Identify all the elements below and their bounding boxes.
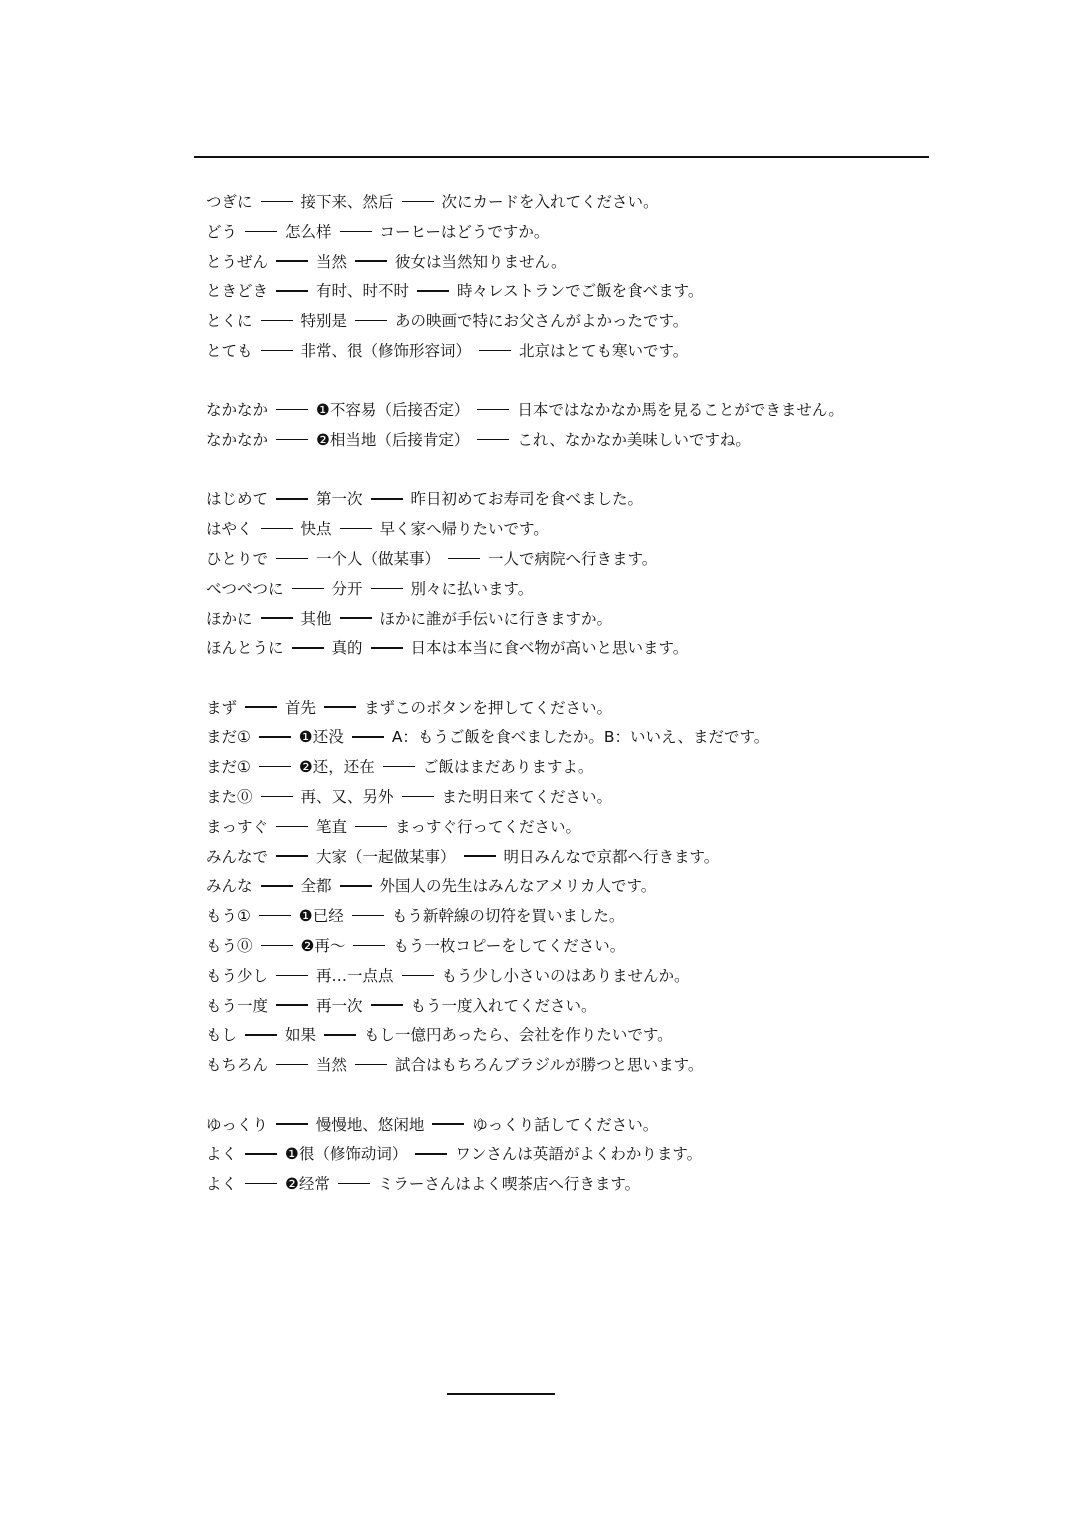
dash-separator — [276, 1064, 308, 1065]
vocabulary-entry — [206, 277, 926, 307]
dash-separator — [371, 647, 403, 648]
entry-meaning: 首先 — [285, 698, 317, 717]
dash-separator — [340, 617, 372, 618]
dash-separator — [259, 766, 291, 767]
vocabulary-entry — [206, 843, 926, 873]
entry-example: あの映画で特にお父さんがよかったです。 — [395, 312, 689, 331]
entry-meaning: 笔直 — [316, 817, 348, 836]
dash-separator — [432, 1123, 464, 1124]
dash-separator — [261, 320, 293, 321]
dash-separator — [402, 796, 434, 797]
vocabulary-group — [206, 396, 926, 456]
entry-example: また明日来てください。 — [441, 788, 613, 807]
vocabulary-group — [206, 1111, 926, 1200]
dash-separator — [276, 290, 308, 291]
dash-separator — [355, 320, 387, 321]
entry-meaning: 大家（一起做某事） — [316, 847, 456, 866]
entry-word: ひとりで — [206, 549, 269, 568]
dash-separator — [324, 706, 356, 707]
entry-meaning: ❷还，还在 — [298, 758, 375, 777]
dash-separator — [402, 975, 434, 976]
dash-separator — [259, 915, 291, 916]
dash-separator — [276, 855, 308, 856]
dash-separator — [477, 439, 509, 440]
dash-separator — [479, 350, 511, 351]
vocabulary-entry — [206, 753, 926, 783]
entry-example: 早く家へ帰りたいです。 — [379, 520, 549, 539]
entry-example: もう新幹線の切符を買いました。 — [391, 907, 625, 926]
dash-separator — [371, 498, 403, 499]
entry-meaning: 全都 — [300, 877, 332, 896]
entry-meaning: ❷再～ — [300, 937, 346, 956]
dash-separator — [355, 826, 387, 827]
entry-word: ときどき — [206, 282, 269, 301]
vocabulary-entry — [206, 1170, 926, 1200]
footer-rule — [447, 1393, 555, 1395]
vocabulary-entry — [206, 248, 926, 278]
entry-word: よく — [206, 1145, 238, 1164]
dash-separator — [353, 945, 385, 946]
entry-word: ほかに — [206, 609, 253, 628]
vocabulary-entry — [206, 992, 926, 1022]
dash-separator — [371, 1004, 403, 1005]
entry-example: A：もうご飯を食べましたか。B：いいえ、まだです。 — [391, 728, 770, 747]
entry-word: べつべつに — [206, 579, 284, 598]
entry-example: まっすぐ行ってください。 — [395, 817, 582, 836]
dash-separator — [245, 1153, 277, 1154]
entry-example: ミラーさんはよく喫茶店へ行きます。 — [377, 1175, 641, 1194]
dash-separator — [340, 231, 372, 232]
dash-separator — [292, 588, 324, 589]
dash-separator — [261, 617, 293, 618]
dash-separator — [355, 1064, 387, 1065]
vocabulary-entry — [206, 813, 926, 843]
dash-separator — [261, 350, 293, 351]
vocabulary-group — [206, 485, 926, 664]
vocabulary-entry — [206, 872, 926, 902]
entry-example: 試合はもちろんブラジルが勝つと思います。 — [395, 1056, 704, 1075]
dash-separator — [276, 975, 308, 976]
entry-example: 日本は本当に食べ物が高いと思います。 — [410, 639, 689, 658]
dash-separator — [276, 260, 308, 261]
vocabulary-entry — [206, 426, 926, 456]
entry-example: 別々に払います。 — [410, 579, 534, 598]
dash-separator — [261, 796, 293, 797]
entry-word: みんな — [206, 877, 253, 896]
dash-separator — [340, 885, 372, 886]
dash-separator — [261, 945, 293, 946]
entry-example: 次にカードを入れてください。 — [441, 193, 659, 211]
vocabulary-group — [206, 694, 926, 1081]
entry-meaning: 非常、很（修饰形容词） — [300, 341, 472, 360]
entry-example: もう一枚コピーをしてください。 — [393, 937, 626, 956]
dash-separator — [276, 1004, 308, 1005]
dash-separator — [292, 647, 324, 648]
vocabulary-entry — [206, 218, 926, 248]
dash-separator — [352, 736, 384, 737]
dash-separator — [477, 409, 509, 410]
entry-word: もう少し — [206, 966, 269, 985]
vocabulary-group — [206, 188, 926, 367]
entry-meaning: ❶不容易（后接否定） — [316, 401, 470, 420]
entry-word: まっすぐ — [206, 817, 269, 836]
entry-word: なかなか — [206, 401, 269, 420]
vocabulary-entry — [206, 605, 926, 635]
entry-meaning: 分开 — [331, 579, 363, 598]
entry-word: なかなか — [206, 431, 269, 450]
dash-separator — [340, 528, 372, 529]
entry-example: これ、なかなか美味しいですね。 — [517, 431, 751, 450]
entry-example: 昨日初めてお寿司を食べました。 — [410, 490, 644, 509]
dash-separator — [324, 1034, 356, 1035]
dash-separator — [276, 409, 308, 410]
vocabulary-entry — [206, 634, 926, 664]
entry-example: 日本ではなかなか馬を見ることができません。 — [517, 401, 844, 420]
entry-meaning: 真的 — [331, 639, 363, 658]
vocabulary-entry — [206, 1051, 926, 1081]
entry-example: ワンさんは英語がよくわかります。 — [455, 1145, 703, 1164]
entry-word: もし — [206, 1026, 238, 1045]
entry-meaning: ❶已经 — [298, 907, 344, 926]
dash-separator — [276, 826, 308, 827]
entry-example: もし一億円あったら、会社を作りたいです。 — [364, 1026, 673, 1045]
entry-example: コーヒーはどうですか。 — [379, 222, 550, 241]
entry-meaning: ❷经常 — [285, 1175, 330, 1194]
entry-word: まだ① — [206, 728, 251, 747]
vocabulary-entry — [206, 962, 926, 992]
entry-example: 時々レストランでご飯を食べます。 — [457, 282, 704, 301]
vocabulary-entry — [206, 545, 926, 575]
vocabulary-entry — [206, 1111, 926, 1141]
vocabulary-entry — [206, 188, 926, 218]
vocabulary-entry — [206, 485, 926, 515]
dash-separator — [245, 1183, 277, 1184]
entry-example: 北京はとても寒いです。 — [519, 341, 689, 360]
vocabulary-entry — [206, 515, 926, 545]
entry-meaning: 当然 — [316, 252, 348, 271]
entry-meaning: 有时、时不时 — [316, 282, 410, 301]
dash-separator — [245, 231, 277, 232]
entry-meaning: 接下来、然后 — [300, 193, 394, 211]
dash-separator — [352, 915, 384, 916]
entry-word: もう一度 — [206, 996, 269, 1015]
dash-separator — [261, 528, 293, 529]
vocabulary-entry — [206, 307, 926, 337]
top-rule — [194, 156, 929, 158]
dash-separator — [276, 439, 308, 440]
entry-word: まだ① — [206, 758, 251, 777]
dash-separator — [276, 558, 308, 559]
entry-word: とうぜん — [206, 252, 269, 271]
dash-separator — [261, 885, 293, 886]
entry-word: まず — [206, 698, 238, 717]
entry-meaning: 当然 — [316, 1056, 348, 1075]
entry-example: 一人で病院へ行きます。 — [488, 549, 658, 568]
dash-separator — [371, 588, 403, 589]
dash-separator — [338, 1183, 370, 1184]
dash-separator — [355, 260, 387, 261]
vocabulary-entry — [206, 932, 926, 962]
entry-word: もう① — [206, 907, 251, 926]
entry-word: はじめて — [206, 490, 269, 509]
vocabulary-entry — [206, 783, 926, 813]
entry-example: 明日みんなで京都へ行きます。 — [503, 847, 720, 866]
entry-meaning: 再…一点点 — [316, 966, 394, 985]
entry-word: また⓪ — [206, 788, 253, 807]
entry-word: どう — [206, 222, 238, 241]
vocabulary-list — [206, 188, 926, 1200]
entry-word: とくに — [206, 312, 253, 331]
dash-separator — [448, 558, 480, 559]
dash-separator — [402, 201, 434, 202]
entry-example: ほかに誰が手伝いに行きますか。 — [379, 609, 613, 628]
dash-separator — [276, 498, 308, 499]
entry-word: みんなで — [206, 847, 269, 866]
entry-word: とても — [206, 341, 253, 360]
entry-example: ご飯はまだありますよ。 — [422, 758, 594, 777]
vocabulary-entry — [206, 396, 926, 426]
entry-example: もう少し小さいのはありませんか。 — [441, 966, 690, 985]
entry-word: はやく — [206, 520, 253, 539]
vocabulary-entry — [206, 694, 926, 724]
entry-example: もう一度入れてください。 — [410, 996, 597, 1015]
vocabulary-entry — [206, 1021, 926, 1051]
entry-word: よく — [206, 1175, 238, 1194]
entry-meaning: ❷相当地（后接肯定） — [316, 431, 470, 450]
dash-separator — [245, 706, 277, 707]
dash-separator — [276, 1123, 308, 1124]
entry-example: 彼女は当然知りません。 — [395, 252, 567, 271]
dash-separator — [415, 1153, 447, 1154]
entry-meaning: 怎么样 — [285, 222, 332, 241]
dash-separator — [261, 201, 293, 202]
entry-meaning: 第一次 — [316, 490, 363, 509]
vocabulary-entry — [206, 1140, 926, 1170]
entry-word: もう⓪ — [206, 937, 253, 956]
entry-meaning: 特别是 — [300, 312, 348, 331]
entry-word: つぎに — [206, 193, 253, 211]
dash-separator — [259, 736, 291, 737]
entry-example: 外国人の先生はみんなアメリカ人です。 — [379, 877, 657, 896]
vocabulary-entry — [206, 723, 926, 753]
entry-word: もちろん — [206, 1056, 269, 1075]
entry-meaning: 慢慢地、悠闲地 — [315, 1115, 425, 1134]
dash-separator — [464, 855, 496, 856]
vocabulary-entry — [206, 902, 926, 932]
entry-meaning: 如果 — [285, 1026, 317, 1045]
entry-example: まずこのボタンを押してください。 — [364, 698, 613, 717]
entry-meaning: 其他 — [300, 609, 332, 628]
entry-word: ほんとうに — [206, 639, 284, 658]
dash-separator — [383, 766, 415, 767]
dash-separator — [417, 290, 449, 291]
entry-meaning: 一个人（做某事） — [316, 549, 441, 568]
entry-meaning: 再一次 — [316, 996, 363, 1015]
entry-meaning: ❶很（修饰动词） — [285, 1145, 408, 1164]
entry-word: ゆっくり — [206, 1115, 268, 1134]
entry-example: ゆっくり話してください。 — [472, 1115, 659, 1134]
entry-meaning: 再、又、另外 — [300, 788, 394, 807]
entry-meaning: ❶还没 — [298, 728, 344, 747]
vocabulary-entry — [206, 575, 926, 605]
vocabulary-entry — [206, 337, 926, 367]
entry-meaning: 快点 — [300, 520, 332, 539]
dash-separator — [245, 1034, 277, 1035]
